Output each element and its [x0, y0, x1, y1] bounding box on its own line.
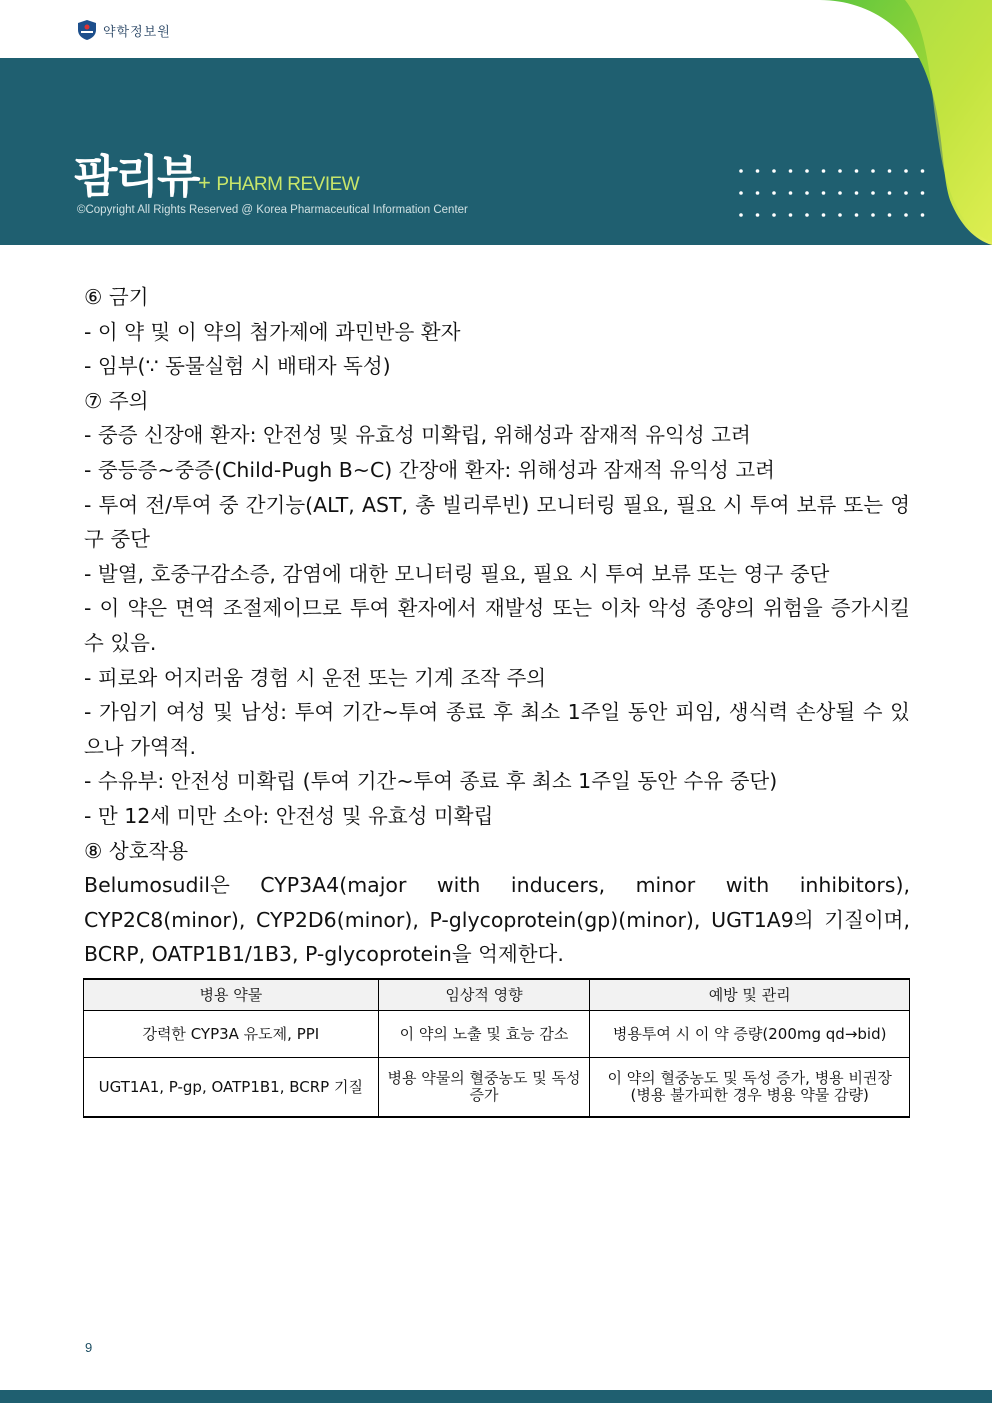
decorative-dot — [888, 213, 892, 217]
page-number: 9 — [85, 1340, 93, 1355]
column-header: 임상적 영향 — [378, 979, 590, 1011]
decorative-dot — [904, 213, 908, 217]
shield-icon — [77, 19, 97, 41]
decorative-dot — [921, 169, 925, 173]
decorative-dot — [756, 213, 760, 217]
decorative-dot — [871, 169, 875, 173]
decorative-dot — [789, 169, 793, 173]
precaution-item: - 중등증~중증(Child-Pugh B~C) 간장애 환자: 위해성과 잠재적 유익성 고려 — [84, 457, 775, 482]
decorative-dot — [756, 191, 760, 195]
precaution-item: - 수유부: 안전성 미확립 (투여 기간~투여 종료 후 최소 1주일 동안 수유 중단) — [84, 769, 778, 794]
decorative-dot — [756, 169, 760, 173]
decorative-dot — [838, 213, 842, 217]
decorative-dot — [904, 169, 908, 173]
contraindications-heading: ⑥ 금기 — [84, 285, 149, 309]
main-content — [84, 280, 910, 972]
precaution-item: - 만 12세 미만 소아: 안전성 및 유효성 미확립 — [84, 803, 494, 828]
table-row — [84, 1058, 910, 1118]
decorative-dot — [772, 213, 776, 217]
page-subtitle — [198, 170, 359, 196]
decorative-dot — [739, 169, 743, 173]
decorative-dot — [805, 191, 809, 195]
decorative-dot — [855, 213, 859, 217]
dot-pattern-decoration — [738, 168, 938, 218]
copyright-notice: ©Copyright All Rights Reserved @ Korea Pharmaceutical Information Center — [77, 204, 468, 216]
interactions-paragraph: Belumosudil은 CYP3A4(major with inducers, minor with inhibitors), CYP2C8(minor), CYP2D6(minor), P-glycoprotein(gp)(minor), UGT1A9의 기질이며, BCRP, OATP1B1/1B3, P-glycoprotein을 억제한다. — [84, 873, 910, 967]
footer-bar — [0, 1390, 992, 1403]
org-name: 약학정보원 — [103, 24, 171, 40]
decorative-dot — [921, 191, 925, 195]
table-row — [84, 1011, 910, 1058]
plus-icon: + — [198, 170, 211, 195]
decorative-dot — [772, 169, 776, 173]
org-logo — [77, 19, 171, 41]
decorative-dot — [789, 213, 793, 217]
precaution-item: - 발열, 호중구감소증, 감염에 대한 모니터링 필요, 필요 시 투여 보류 또는 영구 중단 — [84, 561, 830, 586]
decorative-dot — [772, 191, 776, 195]
table-cell-management: 이 약의 혈중농도 및 독성 증가, 병용 비권장 (병용 불가피한 경우 병용 약물 감량) — [590, 1058, 910, 1118]
page-title: 팜리뷰 — [74, 150, 199, 203]
decorative-dot — [805, 169, 809, 173]
table-cell-drug: UGT1A1, P-gp, OATP1B1, BCRP 기질 — [84, 1058, 379, 1118]
precaution-item: - 중증 신장애 환자: 안전성 및 유효성 미확립, 위해성과 잠재적 유익성 고려 — [84, 423, 751, 448]
decorative-dot — [855, 191, 859, 195]
decorative-dot — [789, 191, 793, 195]
decorative-dot — [739, 213, 743, 217]
table-header-row — [84, 979, 910, 1011]
decorative-dot — [921, 213, 925, 217]
contraindication-item: - 이 약 및 이 약의 첨가제에 과민반응 환자 — [84, 319, 461, 344]
decorative-dot — [822, 213, 826, 217]
decorative-dot — [838, 191, 842, 195]
decorative-dot — [805, 213, 809, 217]
table-cell-effect: 이 약의 노출 및 효능 감소 — [378, 1011, 590, 1058]
contraindication-item: - 임부(∵ 동물실험 시 배태자 독성) — [84, 354, 391, 379]
column-header: 병용 약물 — [84, 979, 379, 1011]
precaution-item: - 이 약은 면역 조절제이므로 투여 환자에서 재발성 또는 이차 악성 종양의 위험을 증가시킬 수 있음. — [84, 596, 910, 655]
decorative-dot — [871, 191, 875, 195]
table-cell-drug: 강력한 CYP3A 유도제, PPI — [84, 1011, 379, 1058]
decorative-dot — [871, 213, 875, 217]
table-cell-management: 병용투여 시 이 약 증량(200mg qd→bid) — [590, 1011, 910, 1058]
table-cell-effect: 병용 약물의 혈중농도 및 독성 증가 — [378, 1058, 590, 1118]
decorative-dot — [822, 191, 826, 195]
decorative-dot — [822, 169, 826, 173]
precaution-item: - 가임기 여성 및 남성: 투여 기간~투여 종료 후 최소 1주일 동안 피임, 생식력 손상될 수 있으나 가역적. — [84, 700, 910, 759]
precautions-heading: ⑦ 주의 — [84, 388, 149, 413]
page-header — [0, 0, 992, 245]
interactions-heading: ⑧ 상호작용 — [84, 838, 189, 863]
decorative-dot — [904, 191, 908, 195]
subtitle-text: PHARM REVIEW — [216, 174, 360, 195]
decorative-dot — [838, 169, 842, 173]
column-header: 예방 및 관리 — [590, 979, 910, 1011]
decorative-dot — [739, 191, 743, 195]
decorative-dot — [888, 169, 892, 173]
precaution-item: - 피로와 어지러움 경험 시 운전 또는 기계 조작 주의 — [84, 665, 547, 690]
decorative-dot — [888, 191, 892, 195]
drug-interaction-table — [83, 978, 910, 1118]
precaution-item: - 투여 전/투여 중 간기능(ALT, AST, 총 빌리루빈) 모니터링 필요, 필요 시 투여 보류 또는 영구 중단 — [84, 492, 910, 552]
decorative-dot — [855, 169, 859, 173]
